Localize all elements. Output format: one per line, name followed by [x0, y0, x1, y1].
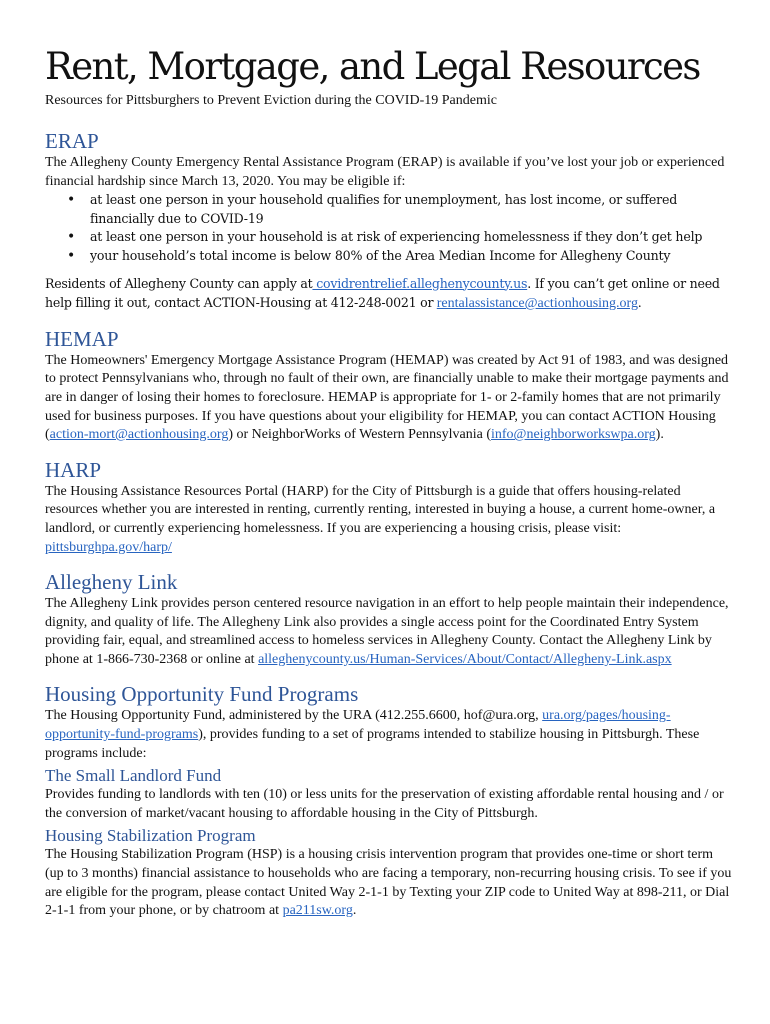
hof-paragraph: [45, 707, 735, 763]
hsp-text-2: .: [352, 903, 357, 919]
hof-heading: Housing Opportunity Fund Programs: [45, 682, 359, 707]
erap-apply-paragraph: [45, 275, 735, 314]
list-item: • at least one person in your household qualifies for unemployment, has lost income, or suffered financially due to COVID-19: [45, 191, 735, 228]
small-landlord-paragraph: Provides funding to landlords with ten (10) or less units for the preservation of existing affordable rental housing and / or the conversion of market/vacant housing to affordable housing in the City of Pittsburgh.: [45, 787, 724, 821]
hemap-text: The Homeowners' Emergency Mortgage Assistance Program (HEMAP) was created by Act 91 of 1983, and was designed to protect Pennsylvanians who, through no fault of their own, are financially unable to make their mortgage payments and are in danger of losing their homes to foreclosure. HEMAP is appropriate for 1- or 2-family homes that are not primarily used for business purposes. If you have questions about your eligibility for HEMAP, you can contact ACTION Housing (: [45, 352, 729, 443]
rentalassistance-email-link[interactable]: rentalassistance@actionhousing.org: [436, 296, 638, 312]
hemap-text-3: ).: [655, 427, 664, 443]
erap-eligibility-list: [45, 191, 735, 265]
section-hemap: [45, 326, 735, 445]
erap-apply-text: Residents of Allegheny County can apply at: [45, 275, 313, 291]
hsp-paragraph: [45, 846, 735, 920]
page-subtitle: Resources for Pittsburghers to Prevent Eviction during the COVID-19 Pandemic: [45, 93, 497, 108]
hsp-text: The Housing Stabilization Program (HSP) is a housing crisis intervention program that provides one-time or short term (up to 3 months) financial assistance to households who are facing a temporary, non-recurring housing crisis. To see if you are eligible for the program, please contact United Way 2-1-1 by Texting your ZIP code to United Way at 898-211, or Dial 2-1-1 from your phone, or by chatroom at: [45, 847, 732, 919]
allegheny-link-text: The Allegheny Link provides person centered resource navigation in an effort to help people maintain their independence, dignity, and quality of life. The Allegheny Link also provides a single access point for the Coordinated Entry System providing fair, equal, and streamlined access to homeless services in Allegheny County. Contact the Allegheny Link by phone at 1-866-730-2368 or online at: [45, 596, 729, 667]
list-item: • at least one person in your household is at risk of experiencing homelessness if they don’t get help: [45, 228, 735, 247]
action-mort-email-link[interactable]: action-mort@actionhousing.org: [49, 427, 229, 443]
page-title: Rent, Mortgage, and Legal Resources: [45, 45, 700, 88]
section-erap: [45, 128, 735, 314]
covidrentrelief-link[interactable]: covidrentrelief.alleghenycounty.us: [312, 275, 528, 291]
list-item: • your household’s total income is below 80% of the Area Median Income for Allegheny County: [45, 247, 735, 266]
erap-intro: The Allegheny County Emergency Rental Assistance Program (ERAP) is available if you’ve lost your job or experienced financial hardship since March 13, 2020. You may be eligible if:: [45, 155, 725, 189]
harp-text: The Housing Assistance Resources Portal (HARP) for the City of Pittsburgh is a guide that offers housing-related resources whether you are interested in renting, currently renting, interested in buying a house, a current home-owner, a landlord, or currently experiencing homelessness. If you are experiencing a housing crisis, please visit:: [45, 483, 716, 536]
section-allegheny-link: [45, 569, 735, 669]
allegheny-link-heading: Allegheny Link: [45, 570, 178, 595]
ura-hof-link[interactable]: ura.org/pages/housing-opportunity-fund-programs: [45, 708, 671, 743]
erap-heading: ERAP: [45, 129, 99, 153]
hof-text-2: ), provides funding to a set of programs intended to stabilize housing in Pittsburgh. These programs include:: [45, 727, 700, 761]
allegheny-link-url[interactable]: alleghenycounty.us/Human-Services/About/Contact/Allegheny-Link.aspx: [258, 651, 672, 667]
allegheny-link-paragraph: [45, 595, 735, 669]
hemap-heading: HEMAP: [45, 326, 119, 351]
hof-text: The Housing Opportunity Fund, administered by the URA (412.255.6600, hof@ura.org,: [45, 708, 539, 724]
hemap-text-2: ) or NeighborWorks of Western Pennsylvania (: [228, 427, 491, 443]
period-text: .: [637, 296, 642, 312]
hsp-heading: Housing Stabilization Program: [45, 826, 256, 846]
harp-heading: HARP: [45, 457, 102, 482]
section-harp: [45, 457, 735, 557]
harp-paragraph: [45, 483, 735, 557]
erap-contact-text: . If you can’t get online or need help filling it out, contact ACTION-Housing at 412-248-0021 or: [45, 275, 720, 311]
pa211sw-link[interactable]: pa211sw.org: [282, 903, 353, 919]
section-housing-opportunity-fund: [45, 681, 735, 920]
harp-link[interactable]: pittsburghpa.gov/harp/: [45, 539, 172, 555]
document-page: [45, 44, 735, 921]
neighborworks-email-link[interactable]: info@neighborworkswpa.org: [491, 427, 656, 443]
small-landlord-heading: The Small Landlord Fund: [45, 766, 222, 786]
hemap-paragraph: [45, 352, 735, 445]
